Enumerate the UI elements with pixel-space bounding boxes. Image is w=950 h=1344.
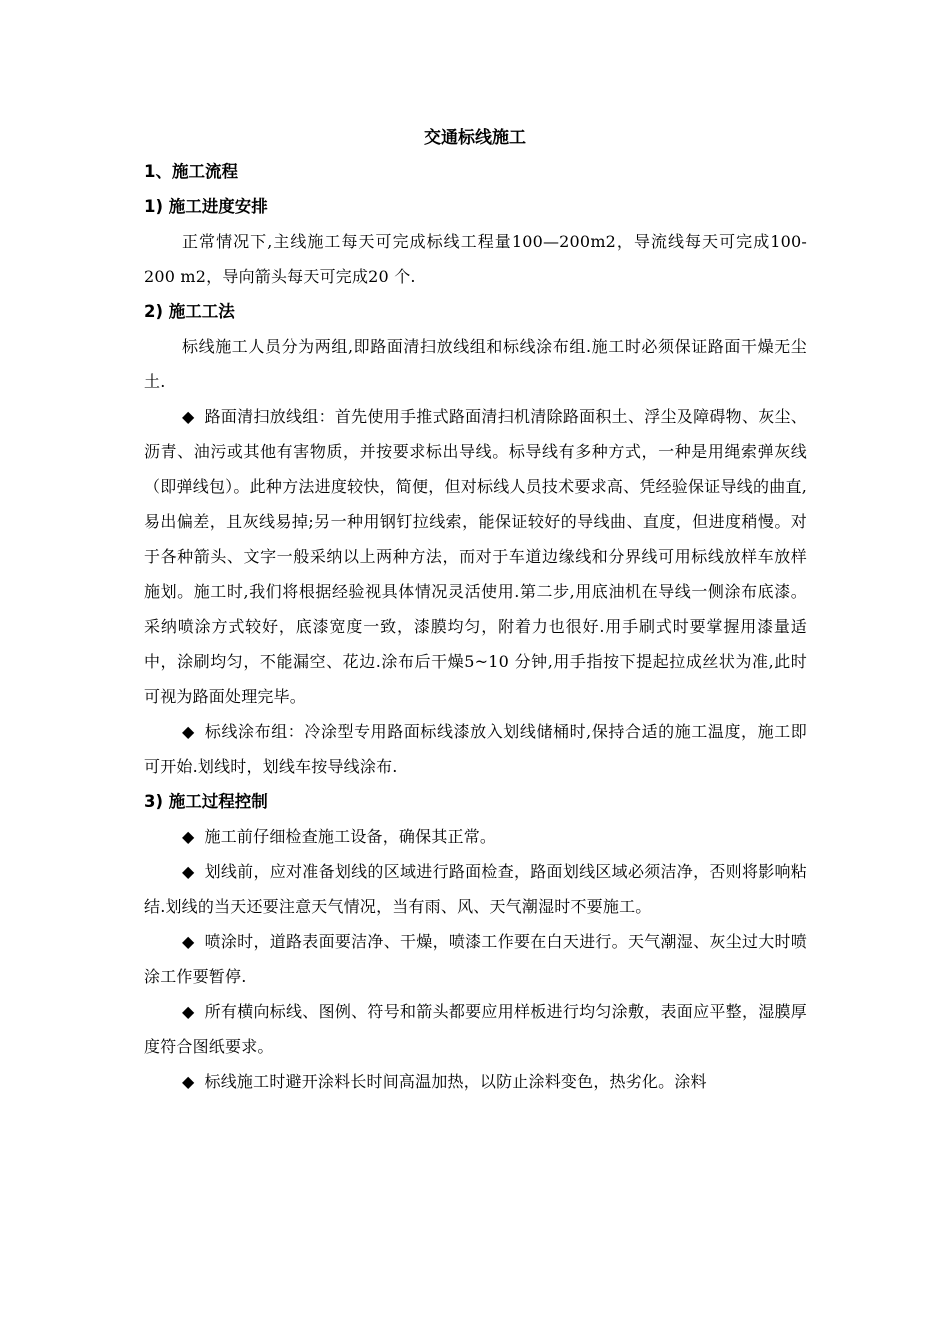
- document-body: [144, 154, 807, 1099]
- bullet-item-coating-group: [144, 714, 807, 784]
- bullet-item-cleaning-group: [144, 399, 807, 714]
- diamond-bullet-icon: ◆: [182, 1002, 195, 1021]
- section-heading-schedule: 1) 施工进度安排: [144, 197, 268, 216]
- bullet-text: 喷涂时，道路表面要洁净、干燥，喷漆工作要在白天进行。天气潮湿、灰尘过大时喷涂工作要暂停.: [144, 932, 807, 986]
- bullet-text: 施工前仔细检查施工设备，确保其正常。: [204, 827, 497, 846]
- paragraph-schedule: 正常情况下,主线施工每天可完成标线工程量100—200m2，导流线每天可完成100-200 m2，导向箭头每天可完成20 个.: [144, 232, 807, 286]
- diamond-bullet-icon: ◆: [182, 407, 195, 426]
- section-heading-process: 1、施工流程: [144, 162, 238, 181]
- document-title: 交通标线施工: [424, 128, 526, 148]
- bullet-item-surface-check: [144, 854, 807, 924]
- bullet-text: 路面清扫放线组：首先使用手推式路面清扫机清除路面积土、浮尘及障碍物、灰尘、沥青、油污或其他有害物质，并按要求标出导线。标导线有多种方式，一种是用绳索弹灰线（即弹线包）。此种方法进度较快，简便，但对标线人员技术要求高、凭经验保证导线的曲直,易出偏差，且灰线易掉;另一种用钢钉拉线索，能保证较好的导线曲、直度，但进度稍慢。对于各种箭头、文字一般采纳以上两种方法，而对于车道边缘线和分界线可用标线放样车放样施划。施工时,我们将根据经验视具体情况灵活使用.第二步,用底油机在导线一侧涂布底漆。采纳喷涂方式较好，底漆宽度一致，漆膜均匀，附着力也很好.用手刷式时要掌握用漆量适中，涂刷均匀，不能漏空、花边.涂布后干燥5~10 分钟,用手指按下提起拉成丝状为准,此时可视为路面处理完毕。: [144, 407, 807, 706]
- section-heading-method: 2) 施工工法: [144, 302, 235, 321]
- bullet-item-equipment-check: [144, 819, 807, 854]
- diamond-bullet-icon: ◆: [182, 827, 195, 846]
- section-heading-control: 3) 施工过程控制: [144, 792, 268, 811]
- bullet-text: 标线涂布组：冷涂型专用路面标线漆放入划线储桶时,保持合适的施工温度，施工即可开始.划线时，划线车按导线涂布.: [144, 722, 807, 776]
- bullet-item-spraying: [144, 924, 807, 994]
- bullet-text: 标线施工时避开涂料长时间高温加热，以防止涂料变色，热劣化。涂料: [204, 1072, 707, 1091]
- diamond-bullet-icon: ◆: [182, 722, 195, 741]
- paragraph-method-intro: 标线施工人员分为两组,即路面清扫放线组和标线涂布组.施工时必须保证路面干燥无尘土.: [144, 337, 807, 391]
- diamond-bullet-icon: ◆: [182, 932, 195, 951]
- diamond-bullet-icon: ◆: [182, 1072, 195, 1091]
- diamond-bullet-icon: ◆: [182, 862, 195, 881]
- bullet-text: 所有横向标线、图例、符号和箭头都要应用样板进行均匀涂敷，表面应平整，湿膜厚度符合图纸要求。: [144, 1002, 807, 1056]
- bullet-item-template: [144, 994, 807, 1064]
- bullet-text: 划线前，应对准备划线的区域进行路面检查，路面划线区域必须洁净，否则将影响粘结.划线的当天还要注意天气情况，当有雨、风、天气潮湿时不要施工。: [144, 862, 807, 916]
- bullet-item-heating: [144, 1064, 807, 1099]
